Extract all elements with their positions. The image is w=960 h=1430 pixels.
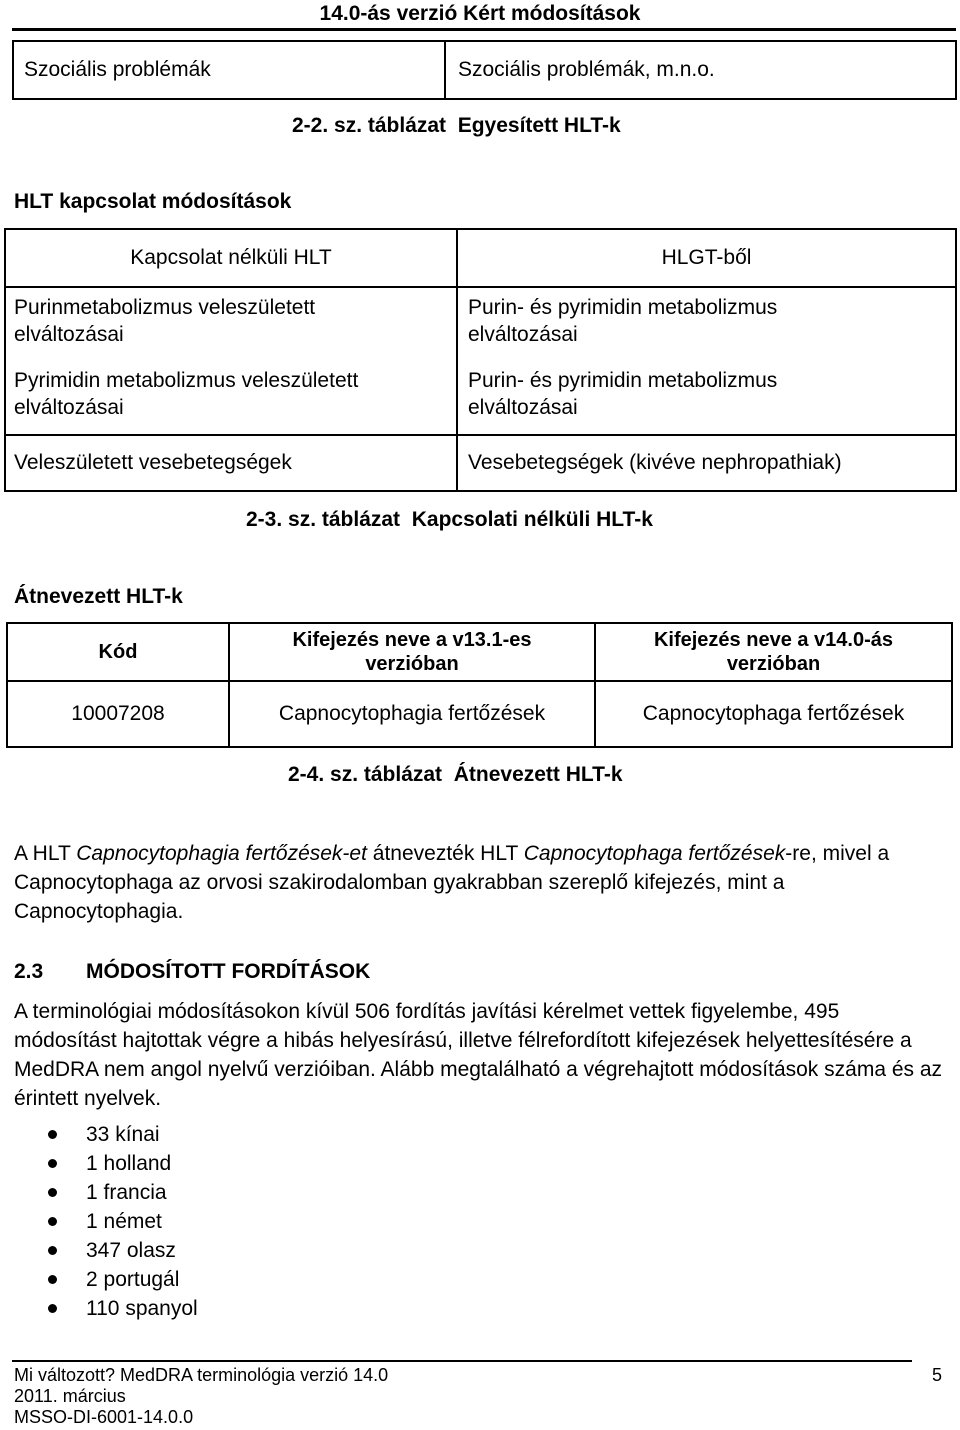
- paragraph-translations: A terminológiai módosításokon kívül 506 fordítás javítási kérelmet vettek figyelembe, 495 módosítást hajtottak végre a hibás helyesírású, illetve félrefordított kifejezések helyettesítésére a MedDRA nem angol nyelvű verzióiban. Alább megtalálható a végrehajtott módosítások száma és az érintett nyelvek.: [14, 1000, 943, 1110]
- list-item: Purinmetabolizmus veleszületett elváltozásai: [14, 296, 316, 346]
- list-item: Purin- és pyrimidin metabolizmus elváltozásai: [468, 369, 778, 419]
- link-table-header-right: HLGT-ből: [457, 229, 956, 287]
- header-title: 14.0-ás verzió Kért módosítások: [319, 2, 641, 25]
- bullet-icon: [48, 1130, 57, 1139]
- link-table: [4, 228, 957, 492]
- category-left: Szociális problémák: [13, 41, 445, 99]
- link-table-header-left: Kapcsolat nélküli HLT: [5, 229, 457, 287]
- rename-code: 10007208: [7, 681, 229, 747]
- list-item: 1 holland: [40, 1149, 198, 1178]
- footer-line-2: 2011. március: [14, 1386, 126, 1406]
- list-item: 33 kínai: [40, 1120, 198, 1149]
- rename-header-old: Kifejezés neve a v13.1-es verzióban: [229, 623, 595, 681]
- section-title: MÓDOSÍTOTT FORDÍTÁSOK: [86, 960, 371, 983]
- list-item: 1 német: [40, 1207, 198, 1236]
- bullet-icon: [48, 1246, 57, 1255]
- list-item: Pyrimidin metabolizmus veleszületett elváltozásai: [14, 369, 359, 419]
- link-table-left-cell: [5, 287, 457, 435]
- footer-rule: [12, 1360, 912, 1362]
- category-table: [12, 40, 957, 100]
- rename-header-new: Kifejezés neve a v14.0-ás verzióban: [595, 623, 952, 681]
- page-number: 5: [932, 1365, 943, 1385]
- bullet-icon: [48, 1188, 57, 1197]
- section-number: 2.3: [14, 960, 44, 983]
- caption-2-4: 2-4. sz. táblázat Átnevezett HLT-k: [288, 763, 623, 786]
- link-table-right-last: Vesebetegségek (kivéve nephropathiak): [457, 435, 956, 491]
- languages-list: [40, 1120, 198, 1323]
- paragraph-rename: A HLT Capnocytophagia fertőzések-et átnevezték HLT Capnocytophaga fertőzések-re, mivel a Capnocytophaga az orvosi szakirodalomban gyakrabban szereplő kifejezés, mint a Capnocytophagia.: [14, 842, 890, 923]
- caption-2-3: 2-3. sz. táblázat Kapcsolati nélküli HLT-k: [246, 508, 653, 531]
- footer-line-3: MSSO-DI-6001-14.0.0: [14, 1407, 194, 1427]
- link-table-left-last: Veleszületett vesebetegségek: [5, 435, 457, 491]
- link-table-right-cell: [457, 287, 956, 435]
- list-item: 110 spanyol: [40, 1294, 198, 1323]
- rename-old: Capnocytophagia fertőzések: [229, 681, 595, 747]
- header-rule: [12, 28, 956, 31]
- rename-new: Capnocytophaga fertőzések: [595, 681, 952, 747]
- section-hlt-link: HLT kapcsolat módosítások: [14, 190, 292, 213]
- footer-line-1: Mi változott? MedDRA terminológia verzió 14.0: [14, 1365, 389, 1385]
- caption-2-2: 2-2. sz. táblázat Egyesített HLT-k: [292, 114, 621, 137]
- section-renamed: Átnevezett HLT-k: [14, 585, 183, 608]
- bullet-icon: [48, 1304, 57, 1313]
- list-item: 1 francia: [40, 1178, 198, 1207]
- rename-header-code: Kód: [7, 623, 229, 681]
- category-right: Szociális problémák, m.n.o.: [445, 41, 956, 99]
- rename-table: [6, 622, 953, 748]
- list-item: 347 olasz: [40, 1236, 198, 1265]
- bullet-icon: [48, 1217, 57, 1226]
- list-item: 2 portugál: [40, 1265, 198, 1294]
- bullet-icon: [48, 1159, 57, 1168]
- list-item: Purin- és pyrimidin metabolizmus elváltozásai: [468, 296, 778, 346]
- bullet-icon: [48, 1275, 57, 1284]
